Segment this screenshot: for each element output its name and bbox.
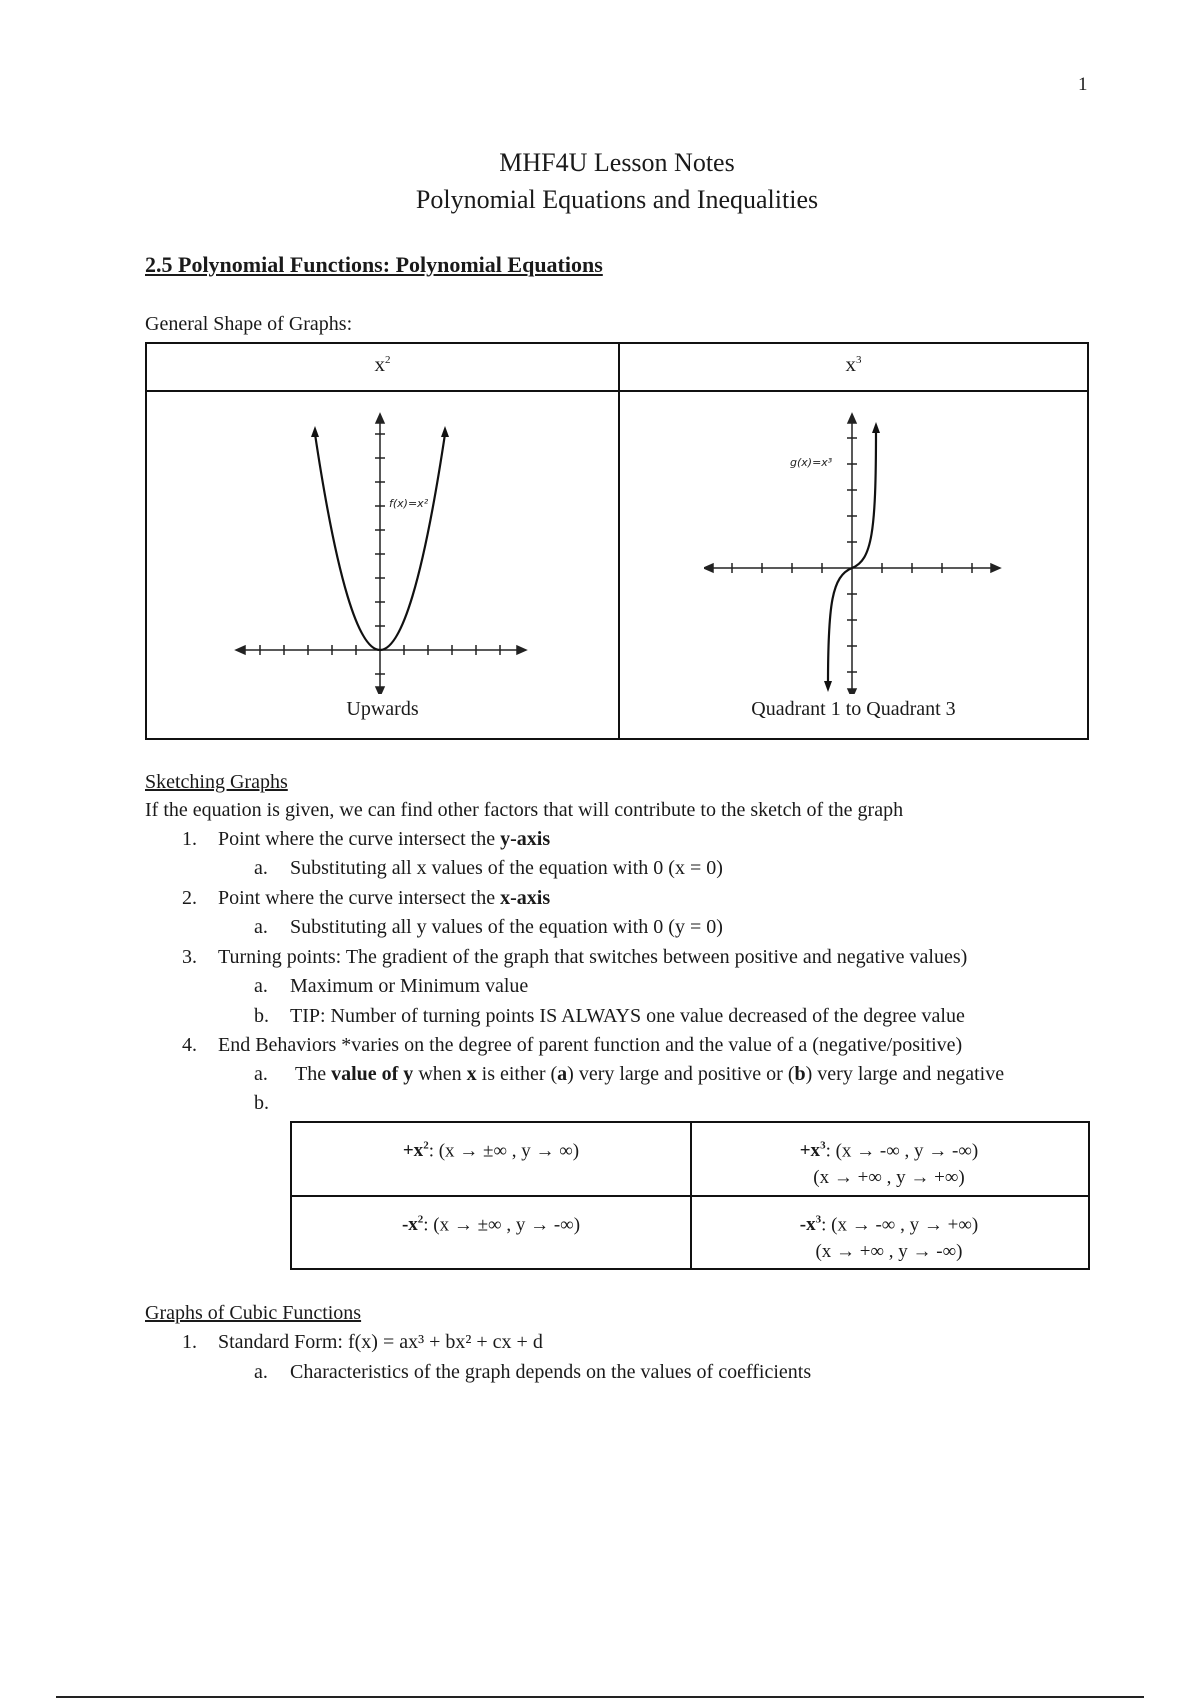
item-3-number: 3. xyxy=(182,946,197,968)
shape-header-x2 xyxy=(147,352,618,377)
header-base: x xyxy=(845,352,856,376)
item-2-number: 2. xyxy=(182,887,197,909)
item-4a-bold: x xyxy=(466,1063,477,1085)
item-2-text xyxy=(218,887,550,910)
cubic-label: g(x)=x³ xyxy=(790,456,833,469)
cell-exponent: 3 xyxy=(820,1140,826,1152)
item-4a-bold: b xyxy=(794,1063,806,1085)
header-exponent: 3 xyxy=(856,354,862,366)
header-base: x xyxy=(374,352,385,376)
cubic-item-1-text: Standard Form: f(x) = ax³ + bx² + cx + d xyxy=(218,1331,543,1353)
y-axis-arrow-down xyxy=(848,689,856,694)
end-table-row-rule xyxy=(292,1195,1088,1197)
y-axis-arrow-up xyxy=(376,414,384,423)
item-4-number: 4. xyxy=(182,1034,197,1056)
x-axis-arrow-right xyxy=(517,646,526,654)
cubic-item-1a-text: Characteristics of the graph depends on the values of coefficients xyxy=(290,1361,812,1383)
item-4a-text xyxy=(295,1063,1004,1086)
item-4a-bold: value of y xyxy=(331,1063,414,1085)
item-3-text: Turning points: The gradient of the graph that switches between positive and negative values) xyxy=(218,946,968,968)
curve-arrow-right xyxy=(441,426,449,437)
cell-label: +x xyxy=(402,1140,424,1162)
item-1a-label: a. xyxy=(254,857,268,879)
cubic-heading: Graphs of Cubic Functions xyxy=(145,1302,362,1324)
item-4a-part: The xyxy=(295,1063,332,1085)
cell-neg-x3 xyxy=(690,1207,1088,1265)
cell-text: : (x → -∞ , y → +∞) xyxy=(821,1214,979,1236)
item-4a-part: is either ( xyxy=(476,1063,558,1085)
shape-header-x3 xyxy=(618,352,1089,377)
item-1a-text: Substituting all x values of the equation with 0 (x = 0) xyxy=(290,857,723,879)
page-number: 1 xyxy=(1078,74,1088,95)
cell-text-line-2: (x → +∞ , y → -∞) xyxy=(815,1241,963,1263)
curve-arrow-down xyxy=(824,681,832,692)
caption-quadrant: Quadrant 1 to Quadrant 3 xyxy=(751,698,956,720)
cell-label: -x xyxy=(799,1214,816,1236)
cell-exponent: 3 xyxy=(815,1214,822,1226)
title-line-1: MHF4U Lesson Notes xyxy=(499,148,735,177)
cell-label: -x xyxy=(401,1214,418,1236)
item-3a-label: a. xyxy=(254,975,268,997)
footer-rule xyxy=(56,1696,1144,1698)
header-exponent: 2 xyxy=(385,354,391,366)
title-block xyxy=(0,144,1200,218)
item-1-plain: Point where the curve intersect the xyxy=(218,828,501,850)
cell-exponent: 2 xyxy=(423,1140,429,1152)
item-1-bold: y-axis xyxy=(500,828,551,850)
item-3b-text: TIP: Number of turning points IS ALWAYS one value decreased of the degree value xyxy=(290,1005,965,1027)
item-4a-part: ) very large and negative xyxy=(805,1063,1005,1085)
cubic-item-1-number: 1. xyxy=(182,1331,197,1353)
sketching-heading: Sketching Graphs xyxy=(145,771,288,793)
x-axis-arrow-left xyxy=(236,646,245,654)
item-3b-label: b. xyxy=(254,1005,269,1027)
general-shape-label: General Shape of Graphs: xyxy=(145,313,353,335)
shape-table-divider xyxy=(618,344,620,738)
end-behavior-table xyxy=(290,1121,1090,1270)
cell-label: +x xyxy=(799,1140,821,1162)
item-4a-bold: a xyxy=(557,1063,568,1085)
item-2a-text: Substituting all y values of the equation with 0 (y = 0) xyxy=(290,916,723,938)
cubic-item-1a-label: a. xyxy=(254,1361,268,1383)
curve-arrow-left xyxy=(311,426,319,437)
caption-upwards: Upwards xyxy=(346,698,419,720)
item-3a-text: Maximum or Minimum value xyxy=(290,975,529,997)
item-4b-label: b. xyxy=(254,1092,269,1114)
parabola-graph xyxy=(232,404,532,694)
curve-arrow-up xyxy=(872,422,880,433)
cell-text-line-2: (x → +∞ , y → +∞) xyxy=(813,1167,965,1189)
cubic-graph xyxy=(704,404,1004,694)
item-4a-part: when xyxy=(413,1063,467,1085)
item-1-text xyxy=(218,828,550,851)
item-2-bold: x-axis xyxy=(500,887,551,909)
y-axis-arrow-up xyxy=(848,414,856,423)
cell-pos-x3 xyxy=(690,1133,1088,1191)
x-axis-arrow-left xyxy=(704,564,713,572)
cell-text: : (x → ±∞ , y → -∞) xyxy=(423,1214,581,1236)
x-axis-arrow-right xyxy=(991,564,1000,572)
item-4a-label: a. xyxy=(254,1063,268,1085)
item-2-plain: Point where the curve intersect the xyxy=(218,887,501,909)
shape-table xyxy=(145,342,1089,740)
cell-text: : (x → ±∞ , y → ∞) xyxy=(428,1140,580,1162)
title-line-2: Polynomial Equations and Inequalities xyxy=(415,185,819,214)
shape-table-header-rule xyxy=(147,390,1087,392)
cell-exponent: 2 xyxy=(417,1214,424,1226)
parabola-label: f(x)=x² xyxy=(389,497,429,510)
item-4-text: End Behaviors *varies on the degree of parent function and the value of a (negative/positive) xyxy=(218,1034,963,1056)
y-axis-arrow-down xyxy=(376,687,384,694)
item-4a-part: ) very large and positive or ( xyxy=(567,1063,795,1085)
section-heading: 2.5 Polynomial Functions: Polynomial Equations xyxy=(145,252,603,277)
cell-neg-x2 xyxy=(292,1207,690,1238)
cell-pos-x2 xyxy=(292,1133,690,1164)
item-2a-label: a. xyxy=(254,916,268,938)
item-1-number: 1. xyxy=(182,828,197,850)
sketching-intro: If the equation is given, we can find other factors that will contribute to the sketch of the graph xyxy=(145,799,904,821)
cell-text: : (x → -∞ , y → -∞) xyxy=(825,1140,979,1162)
